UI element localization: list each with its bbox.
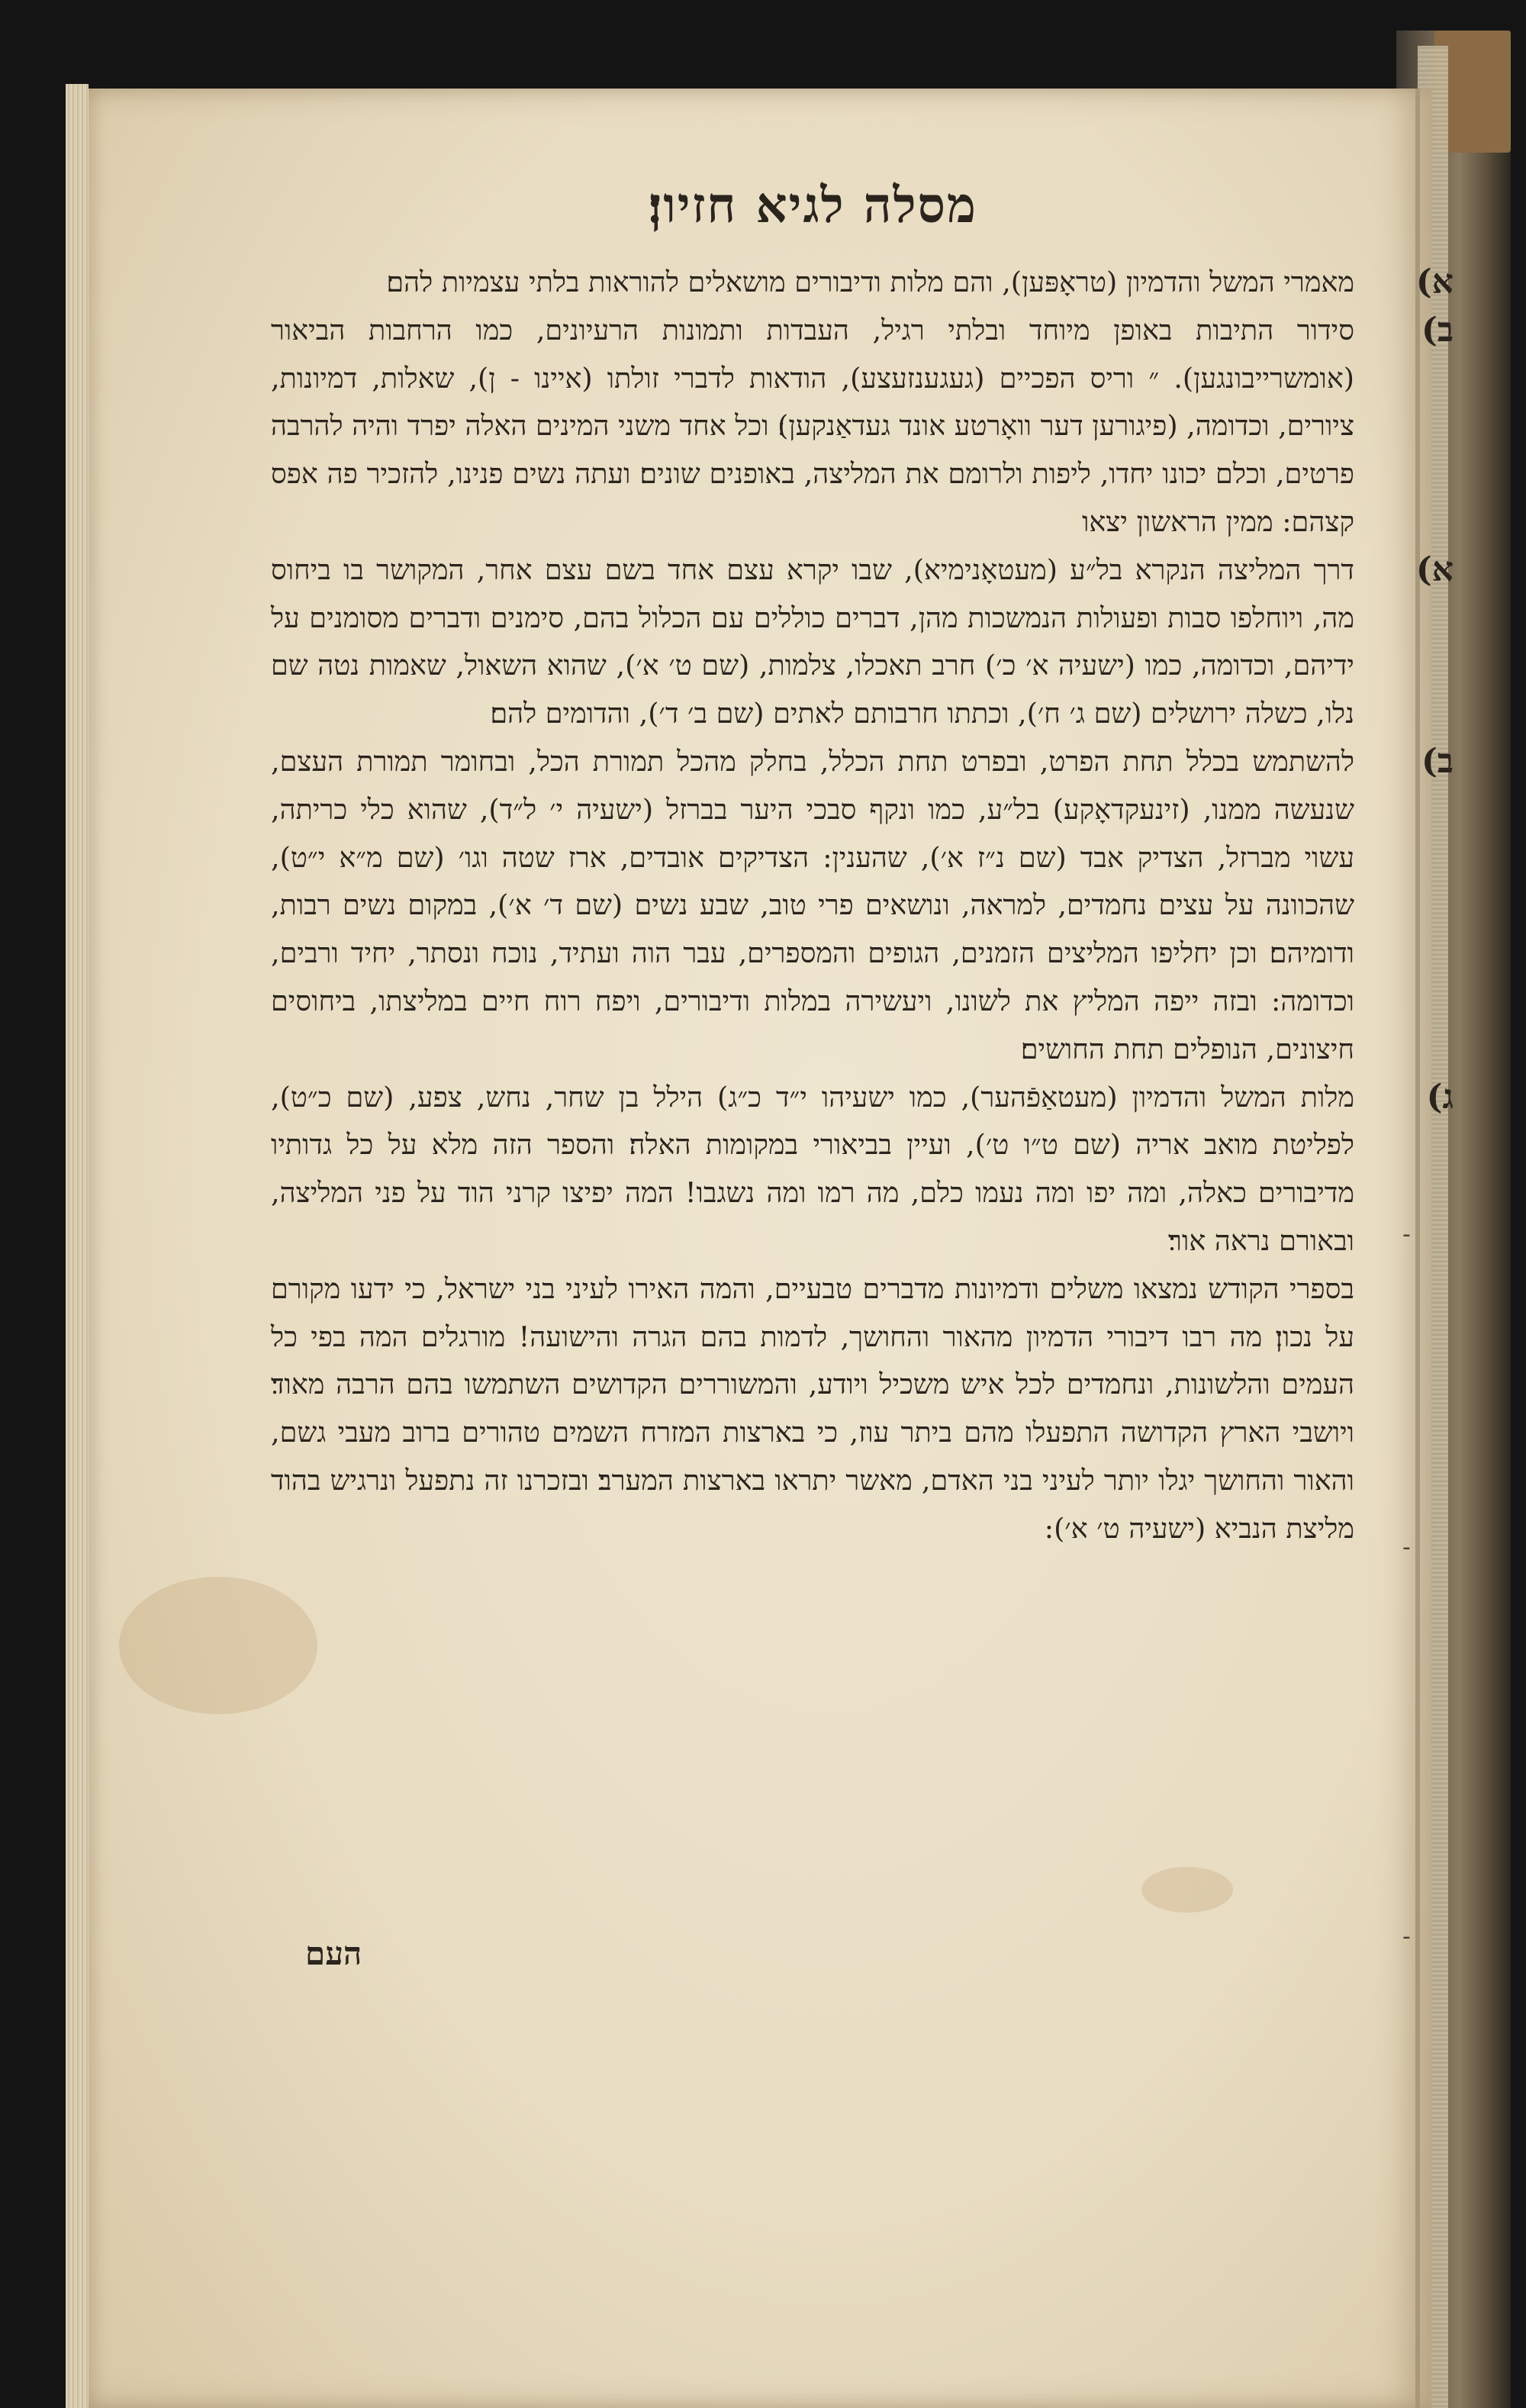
section-a xyxy=(271,259,1454,307)
section-text: סידור התיבות באופן מיוחד ובלתי רגיל, העבדות ותמונות הרעיונים, כמו הרחבות הביאור (אומשרייבונגען). ״ וריס הפכיים (געגענזעצע), הודאות לדברי זולתו (איינו - ן), שאלות, דמיונות, ציורים, וכדומה, (פיגורען דער וואָרטע אונד געדאַנקען)׃ וכל אחד משני המינים האלה יפרד והיה להרבה פרטים, וכלם יכונו יחדו, ליפות ולרומם את המליצה, באופנים שונים׃ ועתה נשים פנינו, להזכיר פה אפס קצהם: ממין הראשון יצאו xyxy=(271,313,1354,538)
section-marker: ב) xyxy=(1421,741,1454,781)
gutter-line xyxy=(1415,89,1420,2408)
margin-mark: - xyxy=(1402,1534,1411,1561)
paper-stain xyxy=(1141,1867,1233,1913)
catchword: העם xyxy=(305,1935,362,1972)
closing-paragraph: בספרי הקודש נמצאו משלים ודמיונות מדברים טבעיים, והמה האירו לעיני בני ישראל, כי ידעו מקורם על נכון׃ מה רבו דיבורי הדמיון מהאור והחושך, לדמות בהם הגרה והישועה! מורגלים המה בפי כל העמים והלשונות, ונחמדים לכל איש משכיל ויודע, והמשוררים הקדושים השתמשו בהם הרבה מאוד׃ ויושבי הארץ הקדושה התפעלו מהם ביתר עוז, כי בארצות המזרח השמים טהורים ברוב מעבי גשם, והאור והחושך יגלו יותר לעיני בני האדם, מאשר יתראו בארצות המערב׃ ובזכרנו זה נתפעל ונרגיש בהוד מליצת הנביא (ישעיה ט׳ א׳): xyxy=(271,1272,1354,1545)
subsection-c xyxy=(271,1074,1454,1265)
section-marker: א) xyxy=(1415,263,1454,301)
page-text xyxy=(271,172,1454,1553)
page-block-edge xyxy=(66,84,89,2408)
margin-mark: - xyxy=(1402,1221,1411,1248)
section-text: מלות המשל והדמיון (מעטאַפֿהער), כמו ישעיהו י״ד כ״ג) הילל בן שחר, נחש, צפע, (שם כ״ט), לפליטת מואב אריה (שם ט״ו ט׳), ועיין בביאורי במקומות האלה׃ והספר הזה מלא על כל גדותיו מדיבורים כאלה, ומה יפו ומה נעמו כלם, מה רמו ומה נשגבו! המה יפיצו קרני הוד על פני המליצה, ובאורם נראה אור׃ xyxy=(271,1080,1354,1257)
section-text: להשתמש בכלל תחת הפרט, ובפרט תחת הכלל, בחלק מהכל תמורת הכל, ובחומר תמורת העצם, שנעשה ממנו, (זינעקדאָקע) בל״ע, כמו ונקף סבכי היער בברזל (ישעיה י׳ ל״ד), שהוא כלי כריתה, עשוי מברזל, הצדיק אבד (שם נ״ז א׳), שהענין: הצדיקים אובדים, ארז שטה וגו׳ (שם מ״א י״ט), שהכוונה על עצים נחמדים, למראה, ונושאים פרי טוב, שבע נשים (שם ד׳ א׳), במקום נשים רבות, ודומיהם׃ וכן יחליפו המליצים הזמנים, הגופים והמספרים, עבר הוה ועתיד, נוכח ונסתר, יחיד ורבים, וכדומה: ובזה ייפה המליץ את לשונו, ויעשירה במלות ודיבורים, ויפח רוח חיים במליצתו, ביחוסים חיצונים, הנופלים תחת החושים׃ xyxy=(271,744,1354,1065)
section-text: דרך המליצה הנקרא בל״ע (מעטאָנימיא), שבו יקרא עצם אחד בשם עצם אחר, המקושר בו ביחוס מה, ויוחלפו סבות ופעולות הנמשכות מהן, דברים כוללים עם הכלול בהם, סימנים ודברים מסומנים על ידיהם, וכדומה, כמו (ישעיה א׳ כ׳) חרב תאכלו, צלמות, (שם ט׳ א׳), שהוא השאול, שאמות נטה שם נלו, כשלה ירושלים (שם ג׳ ח׳), וכתתו חרבותם לאתים (שם ב׳ ד׳), והדומים להם׃ xyxy=(271,553,1354,730)
page-title: מסלה לגיא חזיון׃ xyxy=(648,177,977,234)
paper-stain xyxy=(119,1577,317,1714)
section-marker: ג) xyxy=(1426,1077,1454,1117)
margin-mark: - xyxy=(1402,1923,1411,1950)
section-b xyxy=(271,307,1454,546)
section-marker: א) xyxy=(1415,550,1454,589)
section-text: מאמרי המשל והדמיון (טראָפּען), והם מלות ודיבורים מושאלים להוראות בלתי עצמיות להם׃ xyxy=(386,266,1354,298)
subsection-b xyxy=(271,738,1454,1074)
subsection-a xyxy=(271,546,1454,738)
section-marker: ב) xyxy=(1421,310,1454,350)
